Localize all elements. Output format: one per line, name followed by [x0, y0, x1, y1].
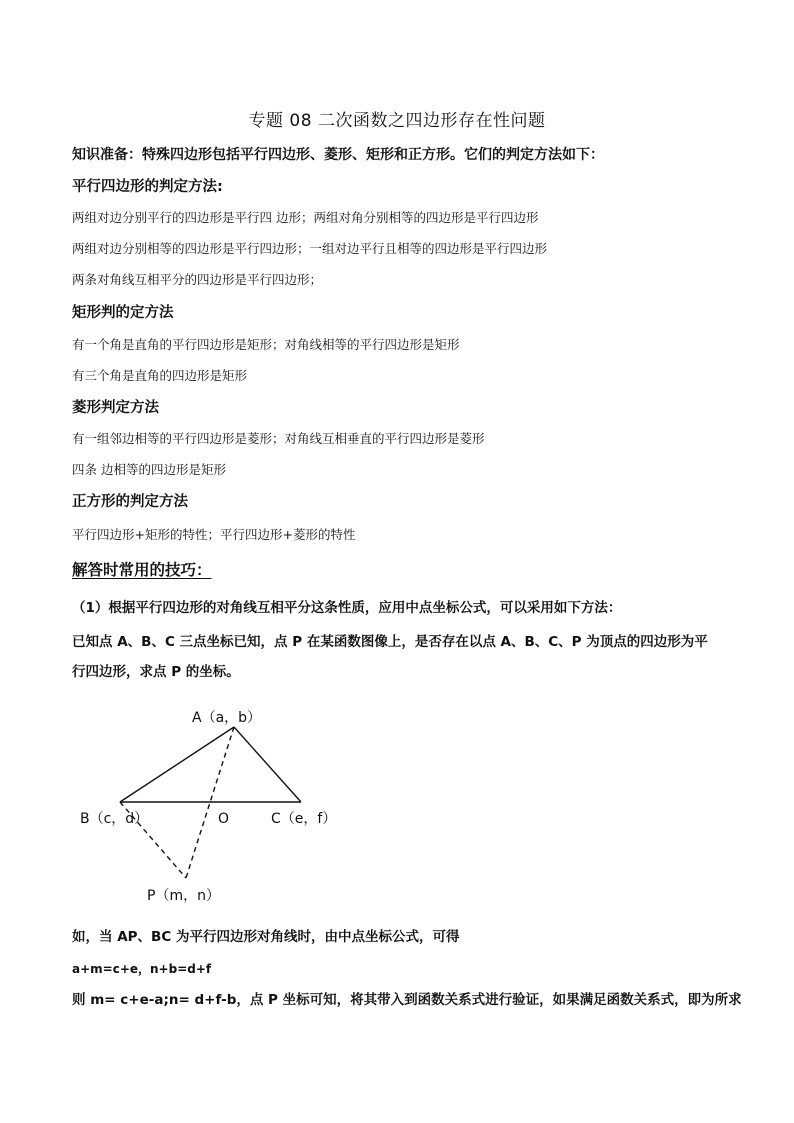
example-text: 如，当 AP、BC 为平行四边形对角线时，由中点坐标公式，可得 — [72, 929, 460, 945]
section-heading-rhombus: 菱形判定方法 — [72, 400, 159, 416]
section-heading-parallelogram: 平行四边形的判定方法: — [72, 179, 223, 195]
segment-ac — [234, 727, 301, 802]
label-point-a: A（a，b） — [192, 710, 262, 726]
section-heading-rectangle: 矩形判的定方法 — [72, 305, 174, 321]
rectangle-rule-1: 有一个角是直角的平行四边形是矩形；对角线相等的平行四边形是矩形 — [72, 337, 460, 352]
rhombus-rule-2: 四条 边相等的四边形是矩形 — [72, 462, 226, 477]
rectangle-rule-2: 有三个角是直角的四边形是矩形 — [72, 368, 248, 383]
rhombus-rule-1: 有一组邻边相等的平行四边形是菱形；对角线互相垂直的平行四边形是菱形 — [72, 431, 485, 446]
page-title: 专题 08 二次函数之四边形存在性问题 — [248, 111, 546, 131]
tips-heading: 解答时常用的技巧： — [72, 561, 212, 579]
conclusion-text: 则 m= c+e-a;n= d+f-b，点 P 坐标可知，将其带入到函数关系式进行验证，如果满足函数关系式，即为所求 — [72, 992, 742, 1008]
parallelogram-rule-1: 两组对边分别平行的四边形是平行四 边形；两组对角分别相等的四边形是平行四边形 — [72, 210, 539, 225]
problem-line-2: 行四边形，求点 P 的坐标。 — [72, 664, 240, 680]
intro-text: 知识准备：特殊四边形包括平行四边形、菱形、矩形和正方形。它们的判定方法如下： — [72, 147, 604, 163]
parallelogram-diagram — [70, 700, 370, 910]
parallelogram-rule-2: 两组对边分别相等的四边形是平行四边形；一组对边平行且相等的四边形是平行四边形 — [72, 241, 548, 256]
equation-text: a+m=c+e，n+b=d+f — [72, 962, 212, 976]
section-heading-square: 正方形的判定方法 — [72, 494, 188, 510]
parallelogram-rule-3: 两条对角线互相平分的四边形是平行四边形； — [72, 272, 323, 287]
segment-ab — [120, 727, 234, 802]
problem-line-1: 已知点 A、B、C 三点坐标已知，点 P 在某函数图像上，是否存在以点 A、B、C、P 为顶点的四边形为平 — [72, 634, 708, 650]
square-rule-1: 平行四边形+矩形的特性；平行四边形+菱形的特性 — [72, 527, 356, 542]
method-1-text: （1）根据平行四边形的对角线互相平分这条性质，应用中点坐标公式，可以采用如下方法： — [72, 600, 622, 616]
label-point-b: B（c，d） — [80, 811, 149, 827]
label-point-o: O — [218, 811, 230, 827]
label-point-p: P（m，n） — [147, 888, 220, 904]
label-point-c: C（e，f） — [271, 811, 337, 827]
